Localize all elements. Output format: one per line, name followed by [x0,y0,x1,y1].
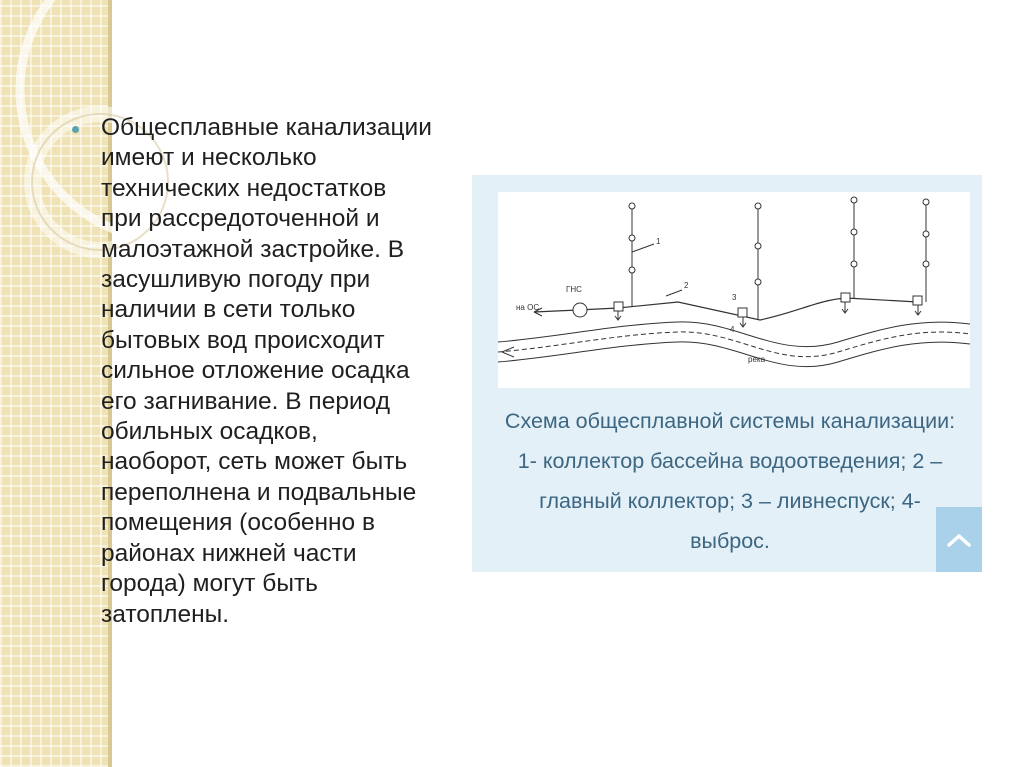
body-text: Общесплавные канализации имеют и несколько технических недостатков при рассредоточенной и малоэтажной застройке. В засушливую погоду при наличии в сети только бытовых вод происходит сильное отложение осадка его загнивание. В период обильных осадков, наоборот, сеть может быть переполнена и подвальные помещения (особенно в районах нижней части города) могут быть затоплены. [101,114,432,628]
label-to-treatment: на ОС [516,303,540,312]
label-4: 4 [730,325,735,334]
figure-caption: Схема общесплавной системы канализации: 1- коллектор бассейна водоотведения; 2 – главный коллектор; 3 – ливнеспуск; 4- выброс. [504,409,956,553]
diagram-drawing [498,192,970,388]
scroll-up-button[interactable] [936,507,982,572]
label-1: 1 [656,237,661,246]
label-3: 3 [732,293,737,302]
sewer-scheme-diagram [498,192,970,388]
label-pump-station: ГНС [566,285,582,294]
bullet-icon [72,126,79,133]
label-river: река [748,355,766,364]
label-2: 2 [684,281,689,290]
chevron-up-icon [946,532,972,548]
figure-panel [472,175,982,572]
